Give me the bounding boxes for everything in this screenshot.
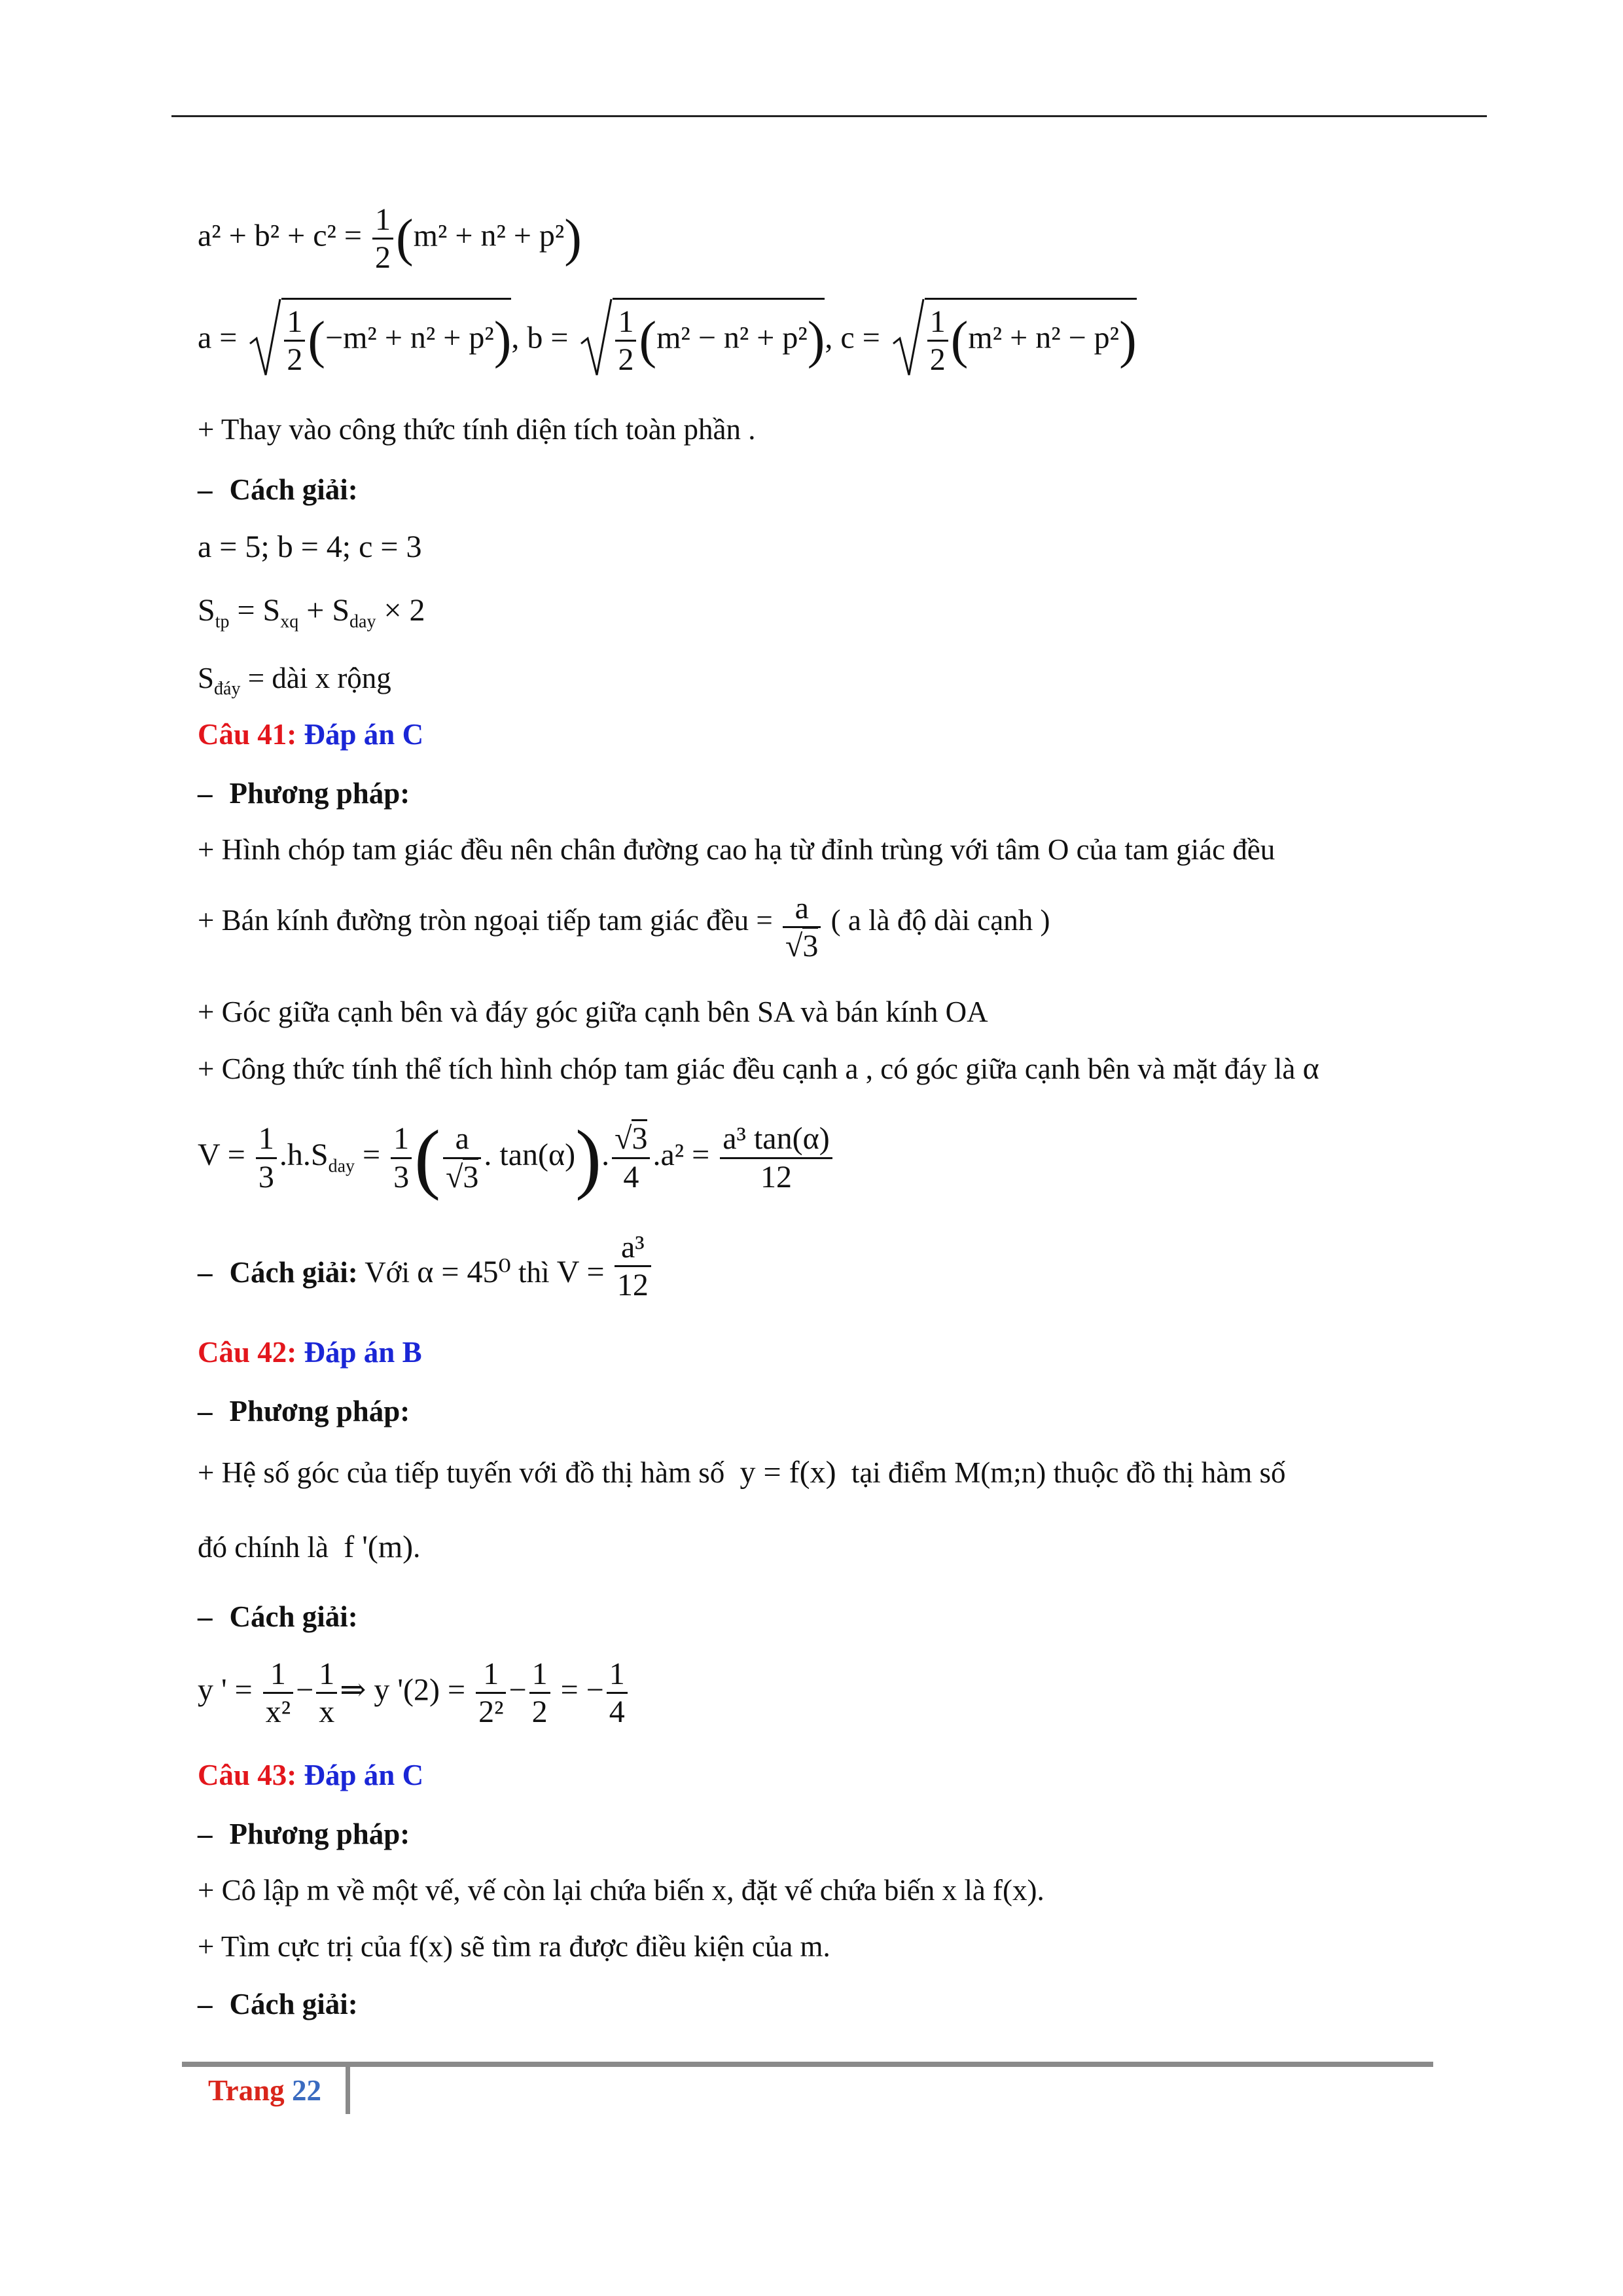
sqrt-symbol-icon: √	[785, 929, 803, 964]
q42-solution-heading: – Cách giải:	[198, 1600, 358, 1633]
q41-heading: Câu 41: Đáp án C	[198, 718, 424, 751]
q43-line2: + Tìm cực trị của f(x) sẽ tìm ra được điều kiện của m.	[198, 1930, 830, 1963]
footer-divider	[346, 2067, 350, 2114]
equation-sum-squares: a² + b² + c² = $\frac{1}{2}$ (m² + n² + p²)	[198, 202, 582, 276]
sday-line: $S_{đáy}$ = dài x rộng	[198, 662, 391, 699]
q42-line1: + Hệ số góc của tiếp tuyến với đồ thị hàm số y = f(x) tại điểm M(m;n) thuộc đồ thị hàm số	[198, 1455, 1286, 1490]
q43-heading: Câu 43: Đáp án C	[198, 1759, 424, 1791]
q41-method-heading: – Phương pháp:	[198, 777, 410, 810]
sqrt-b: $\frac{1}{2}$ (m² − n² + p²)	[580, 298, 825, 378]
q41-line4: + Công thức tính thể tích hình chóp tam giác đều cạnh a , có góc giữa cạnh bên và mặt đáy là α	[198, 1051, 1319, 1086]
solution-heading-prev: – Cách giải:	[198, 473, 358, 506]
radical-sign-icon	[892, 298, 925, 376]
q41-line3: + Góc giữa cạnh bên và đáy góc giữa cạnh bên SA và bán kính OA	[198, 996, 988, 1028]
header-rule	[171, 115, 1487, 117]
abc-values: a = 5; b = 4; c = 3	[198, 529, 422, 564]
footer-rule	[182, 2062, 1433, 2067]
substitute-line: + Thay vào công thức tính diện tích toàn phần .	[198, 413, 756, 446]
q41-volume-formula: V = $\frac{1}{3}$ $.h.S_{day}$ = $\frac{1}{3}$ ( $\frac{a}{√3}$ . tan(α)). $\frac{√3}{4}$ .a² = $\frac{\text{a³ tan(α)}}{12}$	[198, 1113, 835, 1203]
sqrt-c: $\frac{1}{2}$ (m² + n² − p²)	[892, 298, 1137, 378]
eq1-lhs: a² + b² + c² =	[198, 218, 362, 253]
sqrt-a: $\frac{1}{2}$ (−m² + n² + p²)	[249, 298, 511, 378]
q41-line2: + Bán kính đường tròn ngoại tiếp tam giác đều = $\frac{a}{√3}$ ( a là độ dài cạnh )	[198, 891, 1050, 964]
eq1-rhs: m² + n² + p²	[413, 218, 565, 253]
q41-solution: – Cách giải: Với α = 45⁰ thì V = $\frac{\text{a³}}{12}$	[198, 1229, 654, 1303]
q42-heading: Câu 42: Đáp án B	[198, 1336, 422, 1369]
q41-line1: + Hình chóp tam giác đều nên chân đường cao hạ từ đỉnh trùng với tâm O của tam giác đều	[198, 833, 1275, 866]
q43-solution-heading: – Cách giải:	[198, 1988, 358, 2020]
q42-derivative: y ' = $\frac{1}{\text{x²}}$ − $\frac{1}{x}$ ⇒ y '(2) = $\frac{1}{\text{2²}}$ − $\frac{1}{2}$ = − $\frac{1}{4}$	[198, 1656, 630, 1730]
q43-line1: + Cô lập m về một vế, vế còn lại chứa biến x, đặt vế chứa biến x là f(x).	[198, 1874, 1044, 1907]
q41-radius-fraction: $\frac{a}{√3}$	[783, 890, 821, 964]
stp-formula: $S_{tp} = S_{xq} + S_{day} \times 2$	[198, 593, 425, 632]
radical-sign-icon	[249, 298, 281, 376]
q42-method-heading: – Phương pháp:	[198, 1395, 410, 1427]
q43-method-heading: – Phương pháp:	[198, 1818, 410, 1850]
q42-line2: đó chính là f '(m).	[198, 1530, 421, 1564]
page-number: Trang 22	[208, 2074, 321, 2107]
eq1-fraction: $\frac{1}{2}$	[372, 202, 393, 276]
equation-abc-roots: a = $\frac{1}{2}$ (−m² + n² + p²), b = $\frac{1}{2}$ (m² − n² + p²), c = $\frac{1}{2}$ (m² + n² − p²)	[198, 298, 1137, 378]
radical-sign-icon	[580, 298, 613, 376]
